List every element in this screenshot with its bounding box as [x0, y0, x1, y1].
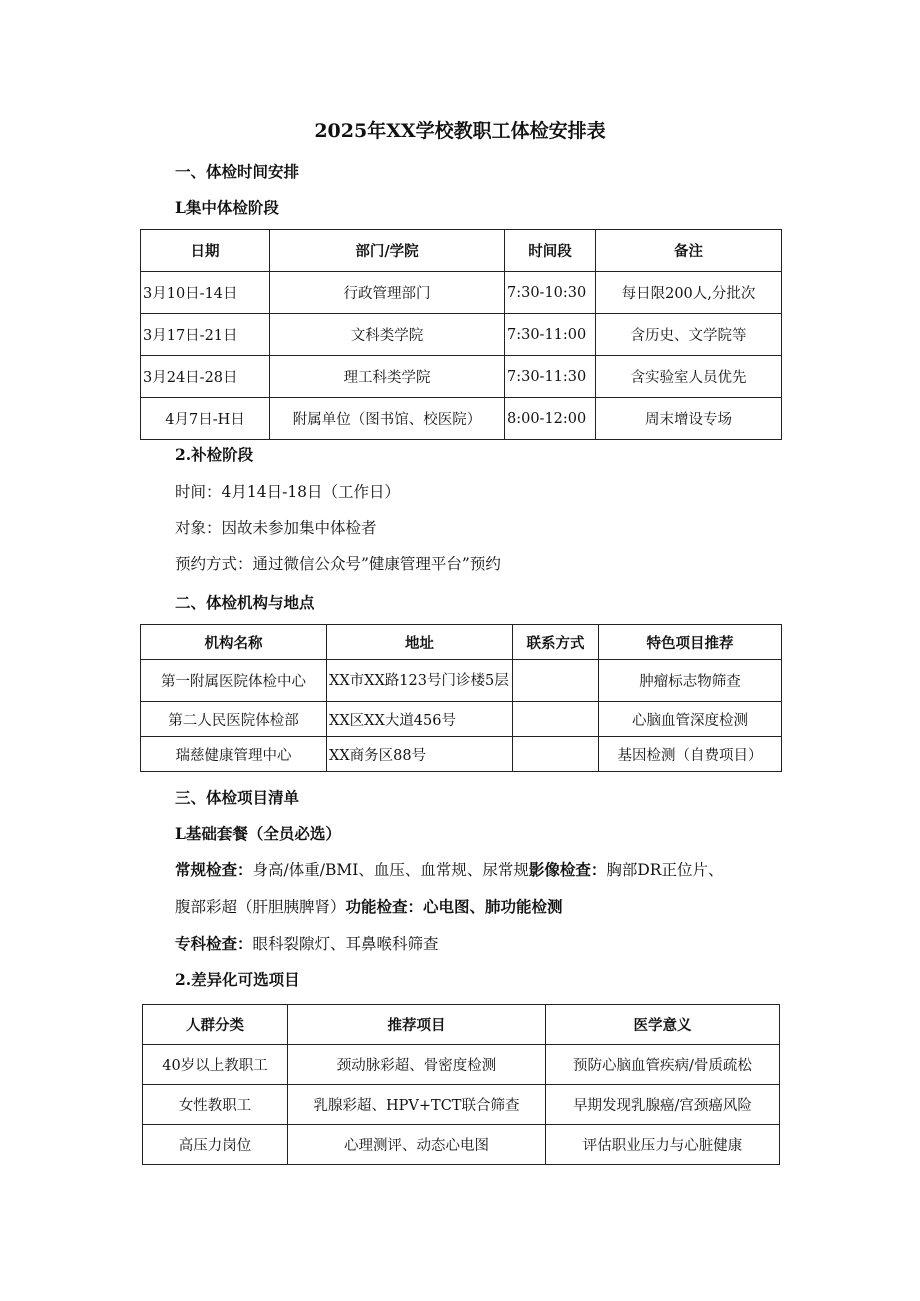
table-row	[143, 1085, 780, 1125]
schedule-header-date: 日期	[141, 230, 270, 272]
institution-cell: 基因检测（自费项目）	[599, 737, 782, 772]
table-row	[141, 314, 782, 356]
schedule-cell: 周末增设专场	[596, 398, 782, 440]
schedule-cell: 理工科类学院	[270, 356, 505, 398]
schedule-cell: 7:30-11:30	[505, 356, 596, 398]
institution-cell: 肿瘤标志物筛查	[599, 660, 782, 702]
institution-cell	[513, 737, 599, 772]
schedule-header-department: 部门/学院	[270, 230, 505, 272]
special-label: 专科检查：	[175, 934, 253, 953]
makeup-target: 对象：因故未参加集中体检者	[175, 519, 377, 537]
institution-cell: 第二人民医院体检部	[141, 702, 327, 737]
institution-cell	[513, 660, 599, 702]
optional-items-table	[142, 1004, 780, 1165]
table-row	[143, 1125, 780, 1165]
schedule-header-time: 时间段	[505, 230, 596, 272]
schedule-cell: 文科类学院	[270, 314, 505, 356]
special-text: 眼科裂隙灯、耳鼻喉科筛查	[252, 935, 439, 953]
basic-package-line-1	[175, 858, 723, 880]
section-3-heading: 三、体检项目清单	[175, 788, 300, 807]
optional-cell: 高压力岗位	[143, 1125, 288, 1165]
section-1-heading: 一、体检时间安排	[175, 162, 300, 181]
schedule-table	[140, 229, 782, 440]
table-row	[141, 702, 782, 737]
section-3-sub-1: L基础套餐（全员必选）	[175, 824, 341, 843]
institution-cell: 第一附属医院体检中心	[141, 660, 327, 702]
schedule-cell: 7:30-11:00	[505, 314, 596, 356]
optional-cell: 女性教职工	[143, 1085, 288, 1125]
function-label: 功能检查：	[345, 897, 424, 916]
optional-cell: 早期发现乳腺癌/宫颈癌风险	[546, 1085, 780, 1125]
schedule-cell: 含实验室人员优先	[596, 356, 782, 398]
table-row	[141, 398, 782, 440]
optional-cell: 乳腺彩超、HPV+TCT联合筛查	[288, 1085, 546, 1125]
schedule-cell: 每日限200人,分批次	[596, 272, 782, 314]
institution-table	[140, 624, 782, 772]
table-row	[141, 356, 782, 398]
institution-cell: XX市XX路123号门诊楼5层	[327, 660, 513, 702]
institution-cell	[513, 702, 599, 737]
schedule-cell: 含历史、文学院等	[596, 314, 782, 356]
schedule-cell: 8:00-12:00	[505, 398, 596, 440]
basic-package-line-3	[175, 932, 439, 954]
institution-header-contact: 联系方式	[513, 625, 599, 660]
schedule-cell: 附属单位（图书馆、校医院）	[270, 398, 505, 440]
schedule-cell: 行政管理部门	[270, 272, 505, 314]
schedule-header-note: 备注	[596, 230, 782, 272]
institution-header-name: 机构名称	[141, 625, 327, 660]
schedule-cell: 7:30-10:30	[505, 272, 596, 314]
institution-header-address: 地址	[327, 625, 513, 660]
section-1-sub-1: L集中体检阶段	[175, 198, 279, 217]
institution-cell: 瑞慈健康管理中心	[141, 737, 327, 772]
page-title: 2025年XX学校教职工体检安排表	[314, 120, 606, 142]
institution-header-feature: 特色项目推荐	[599, 625, 782, 660]
imaging-label: 影像检查：	[528, 860, 607, 879]
optional-cell: 颈动脉彩超、骨密度检测	[288, 1045, 546, 1085]
basic-package-line-2	[175, 895, 563, 917]
imaging-text-2: 腹部彩超（肝胆胰脾肾）	[175, 898, 346, 916]
routine-text: 身高/体重/BMI、血压、血常规、尿常规	[252, 861, 529, 879]
section-2-heading: 二、体检机构与地点	[175, 593, 315, 612]
schedule-cell: 3月24日-28日	[141, 356, 270, 398]
schedule-cell: 4月7日-H日	[141, 398, 270, 440]
table-row	[141, 272, 782, 314]
institution-cell: XX商务区88号	[327, 737, 513, 772]
table-row	[143, 1045, 780, 1085]
institution-cell: 心脑血管深度检测	[599, 702, 782, 737]
imaging-text-1: 胸部DR正位片、	[606, 861, 724, 879]
makeup-time: 时间：4月14日-18日（工作日）	[175, 483, 401, 501]
section-1-sub-2: 2.补检阶段	[175, 445, 254, 464]
optional-cell: 心理测评、动态心电图	[288, 1125, 546, 1165]
schedule-cell: 3月17日-21日	[141, 314, 270, 356]
optional-cell: 预防心脑血管疾病/骨质疏松	[546, 1045, 780, 1085]
optional-header-group: 人群分类	[143, 1005, 288, 1045]
optional-cell: 评估职业压力与心脏健康	[546, 1125, 780, 1165]
function-text: 心电图、肺功能检测	[423, 897, 563, 916]
schedule-cell: 3月10日-14日	[141, 272, 270, 314]
routine-label: 常规检查：	[175, 860, 253, 879]
optional-header-significance: 医学意义	[546, 1005, 780, 1045]
section-3-sub-2: 2.差异化可选项目	[175, 970, 300, 989]
makeup-booking: 预约方式：通过微信公众号”健康管理平台”预约	[175, 555, 501, 573]
table-row	[141, 737, 782, 772]
table-row	[141, 660, 782, 702]
optional-cell: 40岁以上教职工	[143, 1045, 288, 1085]
optional-header-items: 推荐项目	[288, 1005, 546, 1045]
institution-cell: XX区XX大道456号	[327, 702, 513, 737]
